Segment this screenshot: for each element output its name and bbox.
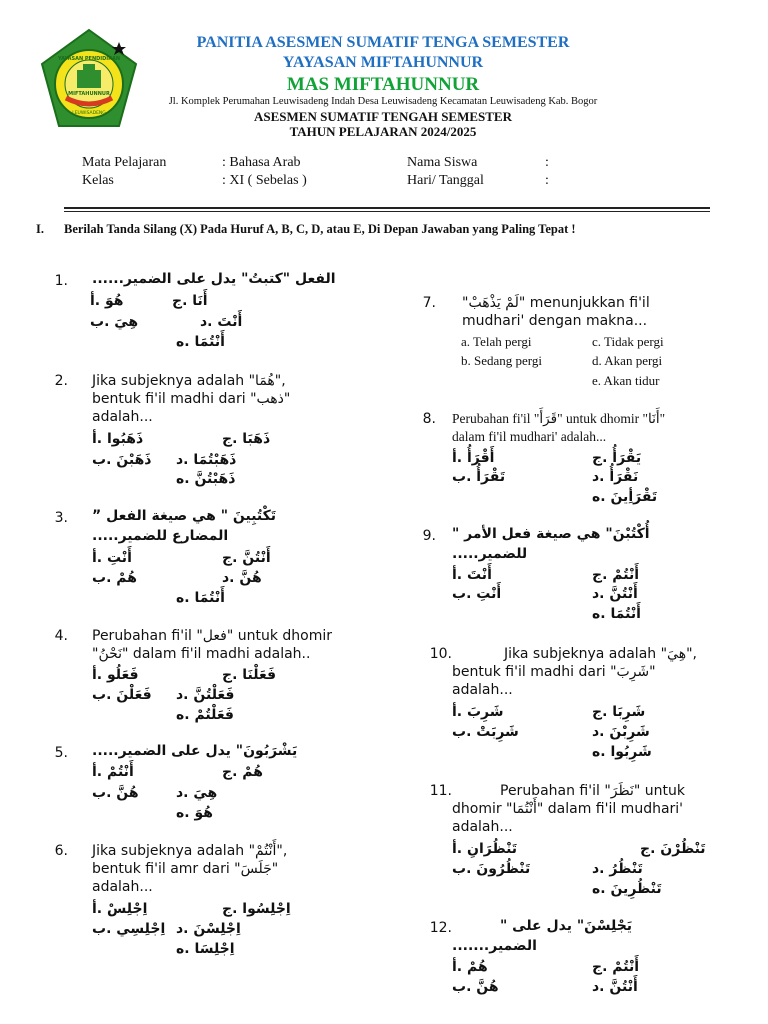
- question-line-1: يَجْلِسْنَ" يدل على ": [500, 918, 633, 934]
- section-number: I.: [36, 222, 44, 236]
- exam-title: ASESMEN SUMATIF TENGAH SEMESTER: [253, 109, 512, 124]
- option-d[interactable]: أَنْتُنَّ .د: [592, 586, 638, 602]
- option-a[interactable]: هُمْ .أ: [452, 959, 488, 975]
- question-2: [40, 372, 360, 426]
- option-a[interactable]: أَقْرَأُ .أ: [452, 450, 495, 466]
- question-number: 10.: [429, 646, 452, 662]
- question-number: 2.: [54, 373, 68, 389]
- option-d[interactable]: هِيَ .د: [176, 785, 218, 801]
- option-c[interactable]: تَنْظُرْنَ .ج: [640, 841, 706, 857]
- option-e[interactable]: أَنْتُمَا .ه: [176, 590, 225, 606]
- option-a[interactable]: أَنْتُمْ .أ: [92, 764, 134, 780]
- question-number: 5.: [54, 745, 68, 761]
- academic-year: TAHUN PELAJARAN 2024/2025: [289, 124, 477, 139]
- option-d[interactable]: نَقْرَأُ .د: [592, 469, 639, 485]
- option-b[interactable]: فَعَلْنَ .ب: [92, 687, 152, 703]
- header-divider-thick: [64, 207, 710, 209]
- question-line-1: تَكْتُبِينَ " هي صيغة الفعل ”: [92, 508, 277, 524]
- class-label: Kelas: [82, 173, 114, 188]
- question-line-1: Perubahan fi'il "نَظَرَ" untuk: [500, 783, 685, 799]
- option-b[interactable]: هُنَّ .ب: [92, 785, 139, 801]
- option-e[interactable]: أَنْتُمَا .ه: [176, 334, 225, 350]
- committee-title: PANITIA ASESMEN SUMATIF TENGA SEMESTER: [196, 34, 570, 51]
- svg-text:YAYASAN PENDIDIKAN: YAYASAN PENDIDIKAN: [57, 56, 121, 62]
- option-b[interactable]: اِجْلِسِي .ب: [92, 921, 166, 937]
- option-c[interactable]: أَنْتُنَّ .ج: [222, 550, 271, 566]
- option-c[interactable]: أَنْتُمْ .ج: [592, 959, 640, 975]
- option-c[interactable]: اِجْلِسُوا .ج: [222, 901, 291, 917]
- option-b[interactable]: أَنْتِ .ب: [452, 586, 502, 602]
- option-d[interactable]: تَنْظُرُ .د: [592, 861, 643, 877]
- question-line-3: adalah...: [452, 819, 513, 835]
- question-10: [400, 645, 720, 699]
- option-c[interactable]: هُمْ .ج: [222, 764, 263, 780]
- date-label: Hari/ Tanggal: [407, 173, 484, 188]
- question-line-2: "نَحْنُ" dalam fi'il madhi adalah..: [92, 646, 311, 662]
- option-e[interactable]: أَنْتُمَا .ه: [592, 606, 641, 622]
- option-e[interactable]: e. Akan tidur: [592, 373, 660, 388]
- option-e[interactable]: تَنْظُرِينَ .ه: [592, 881, 662, 897]
- question-number: 7.: [422, 295, 436, 311]
- option-c[interactable]: أَنَا .ج: [172, 293, 208, 309]
- question-line-2: للضمير.....: [452, 546, 528, 562]
- question-line-3: adalah...: [92, 409, 153, 425]
- option-d[interactable]: d. Akan pergi: [592, 353, 663, 368]
- option-e[interactable]: اِجْلِسَا .ه: [176, 941, 235, 957]
- option-d[interactable]: فَعَلْتُنَّ .د: [176, 687, 235, 703]
- question-line-1: Jika subjeknya adalah "أَنْتُمْ",: [92, 843, 288, 859]
- option-e[interactable]: تَقْرَأِينَ .ه: [592, 489, 658, 505]
- question-line-3: adalah...: [452, 682, 513, 698]
- option-d[interactable]: أَنْتَ .د: [200, 314, 243, 330]
- question-number: 3.: [54, 510, 68, 526]
- question-line-1: أُكْتُبْنَ" هي صيغة فعل الأمر ": [452, 526, 650, 542]
- question-line-2: bentuk fi'il madhi dari "شَرِبَ": [452, 664, 656, 680]
- question-line-2: الضمير.......: [452, 938, 537, 954]
- option-c[interactable]: يَقْرَأُ .ج: [592, 450, 642, 466]
- option-e[interactable]: شَرِبُوا .ه: [592, 744, 652, 760]
- option-b[interactable]: تَقْرَأُ .ب: [452, 469, 506, 485]
- question-line-1: "لَمْ يَذْهَبْ" menunjukkan fi'il: [462, 295, 650, 311]
- option-b[interactable]: هُنَّ .ب: [452, 979, 499, 995]
- option-a[interactable]: a. Telah pergi: [461, 334, 532, 349]
- school-name: MAS MIFTAHUNNUR: [286, 74, 480, 95]
- question-6: [40, 842, 370, 896]
- school-logo: [36, 28, 142, 134]
- question-line-2: المضارع للضمير.....: [92, 528, 229, 544]
- svg-text:MIFTAHUNNUR: MIFTAHUNNUR: [68, 91, 110, 97]
- question-number: 1.: [54, 273, 68, 289]
- question-11: [400, 782, 720, 836]
- date-field[interactable]: :: [545, 173, 549, 188]
- option-a[interactable]: ذَهَبُوا .أ: [92, 431, 144, 447]
- option-b[interactable]: هِيَ .ب: [90, 314, 139, 330]
- question-4: [40, 627, 370, 663]
- subject-label: Mata Pelajaran: [82, 155, 167, 170]
- svg-text:LEUWISADENG: LEUWISADENG: [72, 111, 106, 116]
- option-b[interactable]: شَرِبَتْ .ب: [452, 724, 519, 740]
- question-7: [408, 294, 708, 330]
- question-line-2: dalam fi'il mudhari' adalah...: [452, 429, 607, 444]
- option-d[interactable]: اِجْلِسْنَ .د: [176, 921, 241, 937]
- option-a[interactable]: شَرِبَ .أ: [452, 704, 504, 720]
- question-line-1: Jika subjeknya adalah "هُمَا",: [92, 373, 286, 389]
- header-divider-thin: [64, 211, 710, 212]
- question-number: 12.: [429, 920, 452, 936]
- option-c[interactable]: ذَهَبَا .ج: [222, 431, 271, 447]
- option-a[interactable]: فَعَلُو .أ: [92, 667, 139, 683]
- option-b[interactable]: ذَهَبْنَ .ب: [92, 452, 152, 468]
- option-b[interactable]: تَنْظُرُونَ .ب: [452, 861, 531, 877]
- question-line-2: bentuk fi'il madhi dari "ذهب": [92, 391, 291, 407]
- question-number: 9.: [422, 528, 436, 544]
- option-e[interactable]: فَعَلْتُمْ .ه: [176, 707, 234, 723]
- question-line-2: bentuk fi'il amr dari "جَلَسَ": [92, 861, 279, 877]
- option-e[interactable]: هُوَ .ه: [176, 805, 213, 821]
- school-address: Jl. Komplek Perumahan Leuwisadeng Indah Desa Leuwisadeng Kecamatan Leuwisadeng Kab. Bogor: [168, 96, 598, 107]
- question-number: 6.: [54, 843, 68, 859]
- question-text: يَشْرَبُونَ" يدل على الضمير.....: [92, 743, 298, 759]
- option-d[interactable]: شَرِبْنَ .د: [592, 724, 650, 740]
- option-a[interactable]: اِجْلِسْ .أ: [92, 901, 148, 917]
- question-number: 8.: [422, 411, 436, 427]
- question-line-1: Jika subjeknya adalah "هِيَ",: [504, 646, 697, 662]
- option-a[interactable]: تَنْظُرَانِ .أ: [452, 841, 518, 857]
- option-c[interactable]: أَنْتُمْ .ج: [592, 567, 640, 583]
- option-d[interactable]: هُنَّ .د: [222, 570, 262, 586]
- foundation-name: YAYASAN MIFTAHUNNUR: [282, 54, 484, 71]
- class-value: : XI ( Sebelas ): [222, 173, 307, 188]
- question-number: 11.: [429, 783, 452, 799]
- option-a[interactable]: هُوَ .أ: [90, 293, 124, 309]
- question-8: [408, 410, 718, 446]
- option-c[interactable]: فَعَلْنَا .ج: [222, 667, 277, 683]
- option-b[interactable]: هُمْ .ب: [92, 570, 137, 586]
- question-line-3: adalah...: [92, 879, 153, 895]
- question-line-2: dhomir "أَنْتُمَا" dalam fi'il mudhari': [452, 801, 684, 817]
- student-name-label: Nama Siswa: [407, 155, 478, 170]
- option-d[interactable]: ذَهَبْتُمَا .د: [176, 452, 237, 468]
- option-c[interactable]: c. Tidak pergi: [592, 334, 664, 349]
- question-text: الفعل "كتبتُ" يدل على الضمير......: [92, 271, 336, 287]
- question-line-1: Perubahan fi'il "فعل" untuk dhomir: [92, 628, 332, 644]
- instruction: [36, 222, 576, 236]
- option-e[interactable]: ذَهَبْتُنَّ .ه: [176, 471, 236, 487]
- option-b[interactable]: b. Sedang pergi: [461, 353, 542, 368]
- question-line-2: mudhari' dengan makna...: [462, 313, 648, 329]
- option-c[interactable]: شَرِبَا .ج: [592, 704, 646, 720]
- student-name-field[interactable]: :: [545, 155, 549, 170]
- subject-value: : Bahasa Arab: [222, 155, 301, 170]
- instruction-text: Berilah Tanda Silang (X) Pada Huruf A, B, C, D, atau E, Di Depan Jawaban yang Paling Tepat !: [64, 222, 576, 236]
- option-a[interactable]: أَنْتَ .أ: [452, 567, 492, 583]
- option-d[interactable]: أَنْتُنَّ .د: [592, 979, 638, 995]
- question-line-1: Perubahan fi'il "قَرَأَ" untuk dhomir "أَنَا": [452, 411, 666, 426]
- question-number: 4.: [54, 628, 68, 644]
- option-a[interactable]: أَنْتِ .أ: [92, 550, 132, 566]
